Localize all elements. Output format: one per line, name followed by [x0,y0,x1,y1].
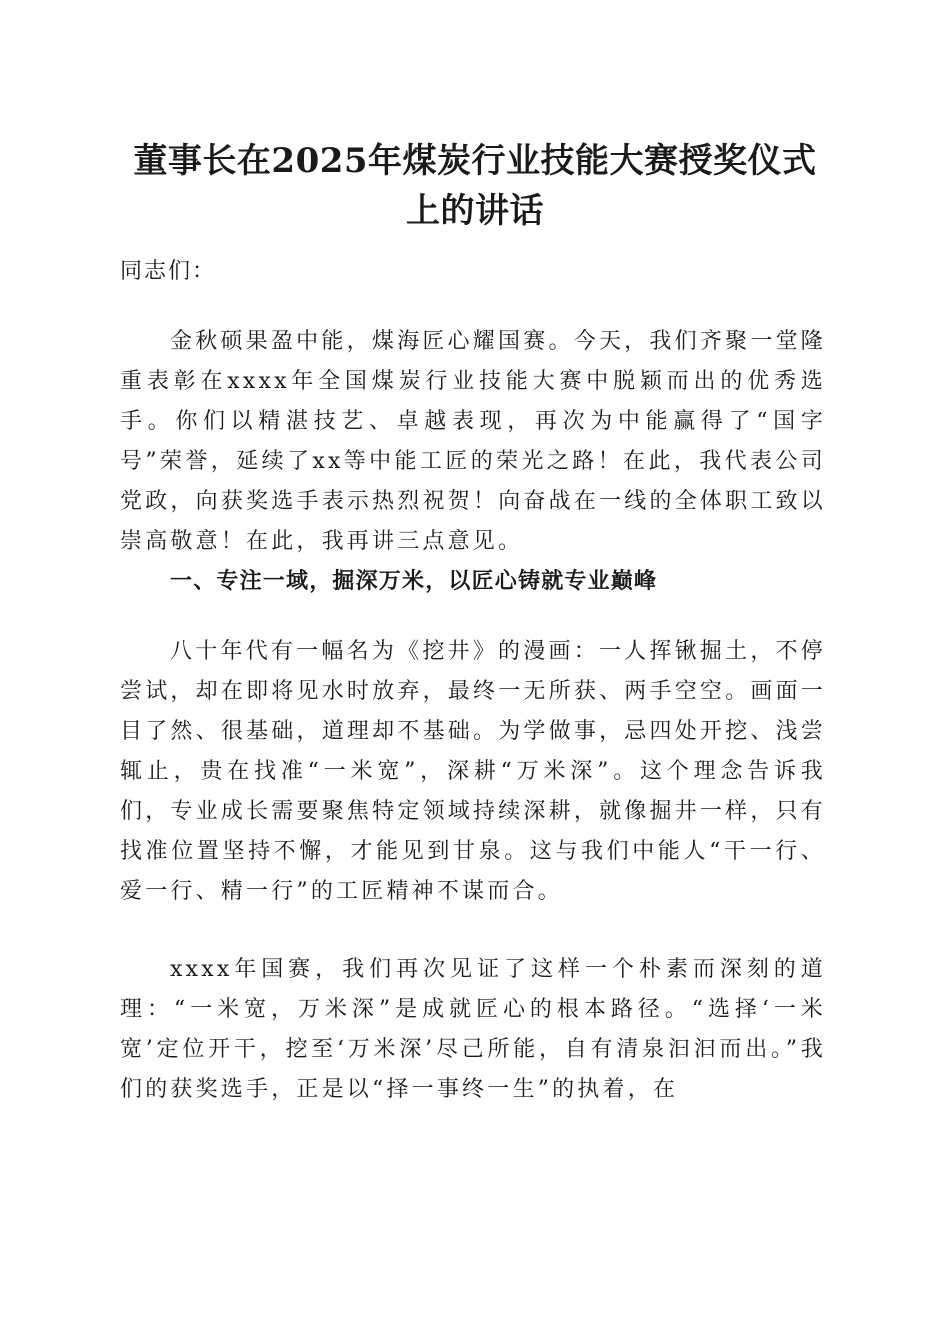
paragraph-1: 金秋硕果盈中能，煤海匠心耀国赛。今天，我们齐聚一堂隆重表彰在xxxx年全国煤炭行业技能大赛中脱颖而出的优秀选手。你们以精湛技艺、卓越表现，再次为中能赢得了“国字号”荣誉，延续了xx等中能工匠的荣光之路！在此，我代表公司党政，向获奖选手表示热烈祝贺！向奋战在一线的全体职工致以崇高敬意！在此，我再讲三点意见。 [120,329,826,554]
paragraph-2: 八十年代有一幅名为《挖井》的漫画：一人挥锹掘土，不停尝试，却在即将见水时放弃，最终一无所获、两手空空。画面一目了然、很基础，道理却不基础。为学做事，忌四处开挖、浅尝辄止，贵在找准“一米宽”，深耕“万米深”。这个理念告诉我们，专业成长需要聚焦特定领域持续深耕，就像掘井一样，只有找准位置坚持不懈，才能见到甘泉。这与我们中能人“干一行、爱一行、精一行”的工匠精神不谋而合。 [120,639,826,904]
paragraph-3: xxxx年国赛，我们再次见证了这样一个朴素而深刻的道理：“一米宽，万米深”是成就匠心的根本路径。“选择‘一米宽’定位开干，挖至‘万米深’尽己所能，自有清泉汩汩而出。”我们的获奖选手，正是以“择一事终一生”的执着，在 [120,957,826,1102]
title-line-1: 董事长在2025年煤炭行业技能大赛授奖仪式 [133,141,817,181]
document-title [110,136,840,236]
section-heading-1: 一、专注一域，掘深万米，以匠心铸就专业巅峰 [170,569,658,594]
salutation: 同志们： [120,259,217,284]
title-line-2: 上的讲话 [406,191,544,231]
